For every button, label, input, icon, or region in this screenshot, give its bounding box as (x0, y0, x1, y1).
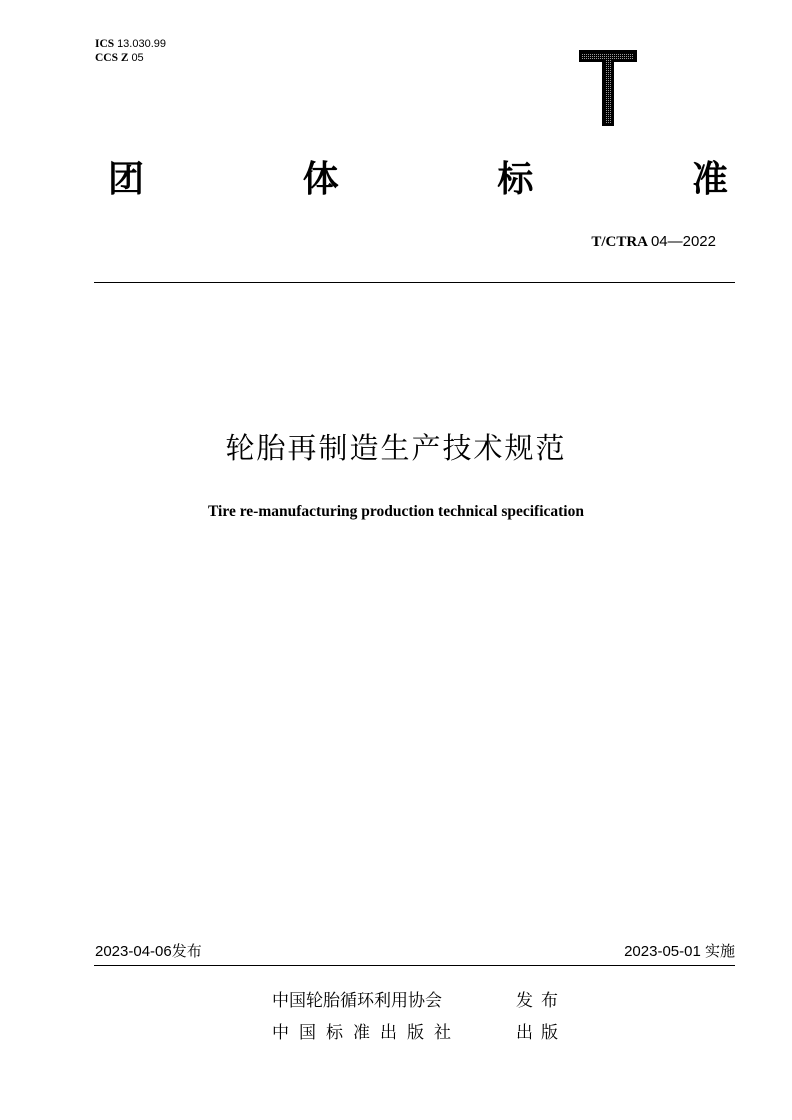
ics-label: ICS (95, 38, 115, 50)
standard-type-char: 团 (108, 159, 145, 200)
publisher-action: 发布 (516, 991, 566, 1011)
title-english: Tire re-manufacturing production technical specification (207, 503, 584, 520)
standard-code-prefix: T/CTRA (591, 234, 648, 250)
publish-date: 2023-04-06 (95, 943, 172, 960)
ccs-label: CCS (95, 52, 119, 64)
title-chinese: 轮胎再制造生产技术规范 (225, 431, 567, 465)
classification-block (95, 37, 166, 65)
press-action: 出版 (516, 1023, 566, 1043)
ics-line (95, 37, 166, 51)
footer-divider (94, 965, 735, 966)
standard-type-char: 体 (302, 159, 339, 200)
t-logo-icon (578, 48, 638, 128)
publisher-name: 中国轮胎循环利用协会 (272, 991, 442, 1011)
ccs-code: 05 (131, 52, 144, 64)
implement-date-line (624, 940, 735, 963)
standard-type-char: 准 (691, 159, 728, 200)
ccs-line (95, 51, 166, 65)
header-divider (94, 282, 735, 283)
standard-type-char: 标 (497, 159, 534, 200)
standard-code-number: 04—2022 (650, 233, 716, 250)
press-name: 中国标准出版社 (272, 1023, 461, 1043)
implement-label: 实施 (704, 942, 735, 960)
implement-date: 2023-05-01 (624, 943, 701, 960)
standard-code (591, 232, 716, 252)
standard-type-heading (108, 158, 728, 202)
ccs-letter: Z (120, 52, 129, 64)
publish-date-line (95, 940, 202, 963)
publish-label: 发布 (171, 942, 202, 960)
ics-code: 13.030.99 (117, 38, 166, 50)
